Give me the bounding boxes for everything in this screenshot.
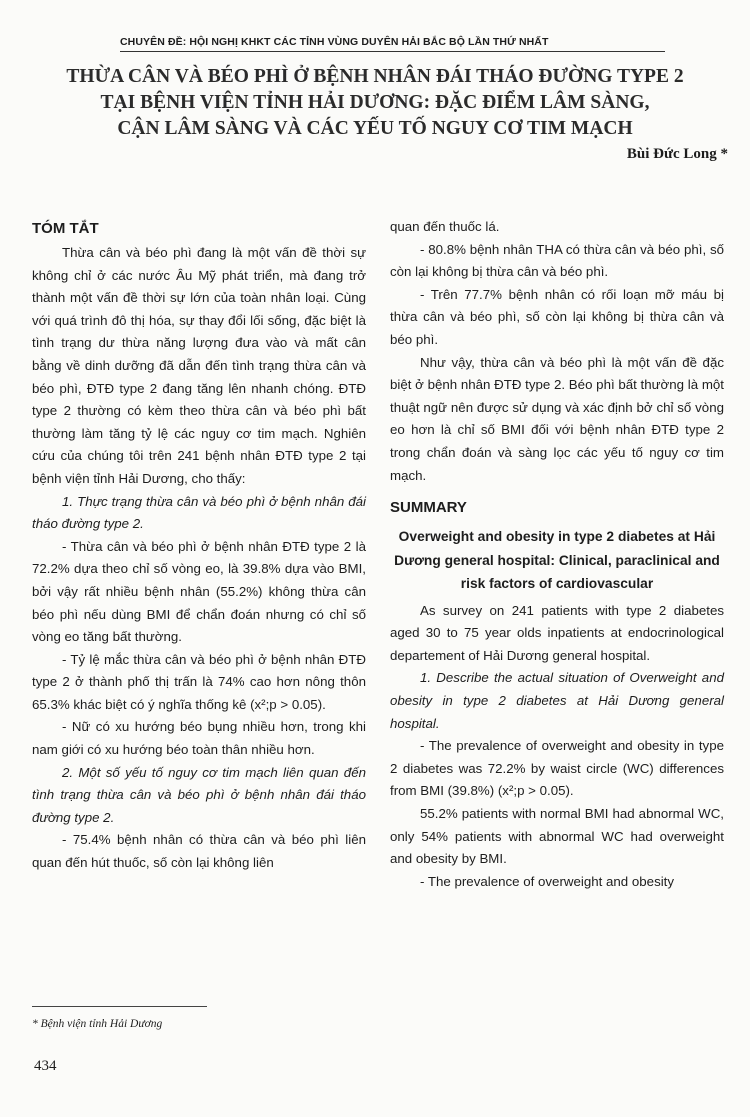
finding-paragraph: - Nữ có xu hướng béo bụng nhiều hơn, trong khi nam giới có xu hướng béo toàn thân nhiều hơn. [32, 719, 366, 758]
section-heading-2: 2. Một số yếu tố nguy cơ tim mạch liên quan đến tình trạng thừa cân và béo phì ở bệnh nhân đái tháo đường type 2. [32, 764, 366, 825]
conclusion-paragraph: Như vậy, thừa cân và béo phì là một vấn đề đặc biệt ở bệnh nhân ĐTĐ type 2. Béo phì bất thường là một thuật ngữ nên được sử dụng và xác định bở chỉ số vòng eo hơn là chỉ số BMI đối với bệnh nhân ĐTĐ type 2 trong chẩn đoán và sàng lọc các yếu tố nguy cơ tim mạch. [390, 354, 724, 483]
summary-paragraph: As survey on 241 patients with type 2 diabetes aged 30 to 75 year olds inpatients at endocrinological departement of Hải Dương general hospital. [390, 602, 724, 663]
article-title [20, 64, 730, 142]
finding-paragraph: - Thừa cân và béo phì ở bệnh nhân ĐTĐ type 2 là 72.2% dựa theo chỉ số vòng eo, là 39.8% dựa vào BMI, bởi vậy rất nhiều bệnh nhân (55.2%) không thừa cân béo phì nếu dùng BMI để chẩn đoán nhưng có chỉ số vòng eo tăng bất thường. [32, 538, 366, 645]
footnote-rule [32, 1006, 207, 1007]
abstract-paragraph: Thừa cân và béo phì đang là một vấn đề thời sự không chỉ ở các nước Âu Mỹ phát triển, mà đang trở thành một vấn đề thời sự lớn của toàn nhân loại. Cùng với quá trình đô thị hóa, sự thay đổi lối sống, đặc biệt là tình trạng dư thừa năng lượng đưa vào và mất cân bằng về dinh dưỡng đã dẫn đến tình trạng thừa cân và béo phì, ĐTĐ type 2 đang tăng lên nhanh chóng. ĐTĐ type 2 thường có kèm theo thừa cân và béo phì bất thường làm tăng tỷ lệ các nguy cơ tim mạch. Nghiên cứu của chúng tôi trên 241 bệnh nhân ĐTĐ type 2 tại bệnh viện tỉnh Hải Dương, cho thấy: [32, 245, 366, 486]
left-column [32, 218, 366, 875]
title-line-2: TẠI BỆNH VIỆN TỈNH HẢI DƯƠNG: ĐẶC ĐIỂM LÂM SÀNG, [100, 92, 650, 113]
finding-paragraph: - Tỷ lệ mắc thừa cân và béo phì ở bệnh nhân ĐTĐ type 2 ở thành phố thị trấn là 74% cao hơn nông thôn 65.3% khác biệt có ý nghĩa thống kê (x²;p > 0.05). [32, 651, 366, 712]
running-header: CHUYÊN ĐỀ: HỘI NGHỊ KHKT CÁC TỈNH VÙNG DUYÊN HẢI BẮC BỘ LẦN THỨ NHẤT [120, 36, 665, 52]
finding-paragraph: - Trên 77.7% bệnh nhân có rối loạn mỡ máu bị thừa cân và béo phì, số còn lại không bị thừa cân và béo phì. [390, 286, 724, 347]
right-column [390, 216, 724, 893]
author: Bùi Đức Long * [626, 146, 728, 162]
title-line-3: CẬN LÂM SÀNG VÀ CÁC YẾU TỐ NGUY CƠ TIM MẠCH [117, 118, 633, 139]
summary-paragraph: - The prevalence of overweight and obesity [420, 873, 675, 889]
finding-paragraph: - 80.8% bệnh nhân THA có thừa cân và béo phì, số còn lại không bị thừa cân và béo phì. [390, 241, 724, 280]
abstract-heading: TÓM TẮT [32, 220, 99, 237]
continued-paragraph: quan đến thuốc lá. [390, 219, 500, 234]
title-line-1: THỪA CÂN VÀ BÉO PHÌ Ở BỆNH NHÂN ĐÁI THÁO ĐƯỜNG TYPE 2 [66, 66, 684, 87]
finding-paragraph: - 75.4% bệnh nhân có thừa cân và béo phì liên quan đến hút thuốc, số còn lại không liên [32, 832, 366, 871]
summary-section-heading: 1. Describe the actual situation of Overweight and obesity in type 2 diabetes at Hải Dương general hospital. [390, 670, 724, 731]
summary-heading: SUMMARY [390, 499, 467, 517]
page-number: 434 [34, 1058, 57, 1074]
summary-paragraph: - The prevalence of overweight and obesity in type 2 diabetes was 72.2% by waist circle (WC) differences from BMI (39.8%) (x²;p > 0.05). [390, 738, 724, 799]
english-title: Overweight and obesity in type 2 diabetes at Hải Dương general hospital: Clinical, paraclinical and risk factors of cardiovascular [394, 529, 720, 592]
footnote: * Bệnh viện tỉnh Hải Dương [32, 1018, 163, 1030]
section-heading-1: 1. Thực trạng thừa cân và béo phì ở bệnh nhân đái tháo đường type 2. [32, 493, 366, 532]
summary-paragraph: 55.2% patients with normal BMI had abnormal WC, only 54% patients with abnormal WC had overweight and obesity by BMI. [390, 805, 724, 867]
